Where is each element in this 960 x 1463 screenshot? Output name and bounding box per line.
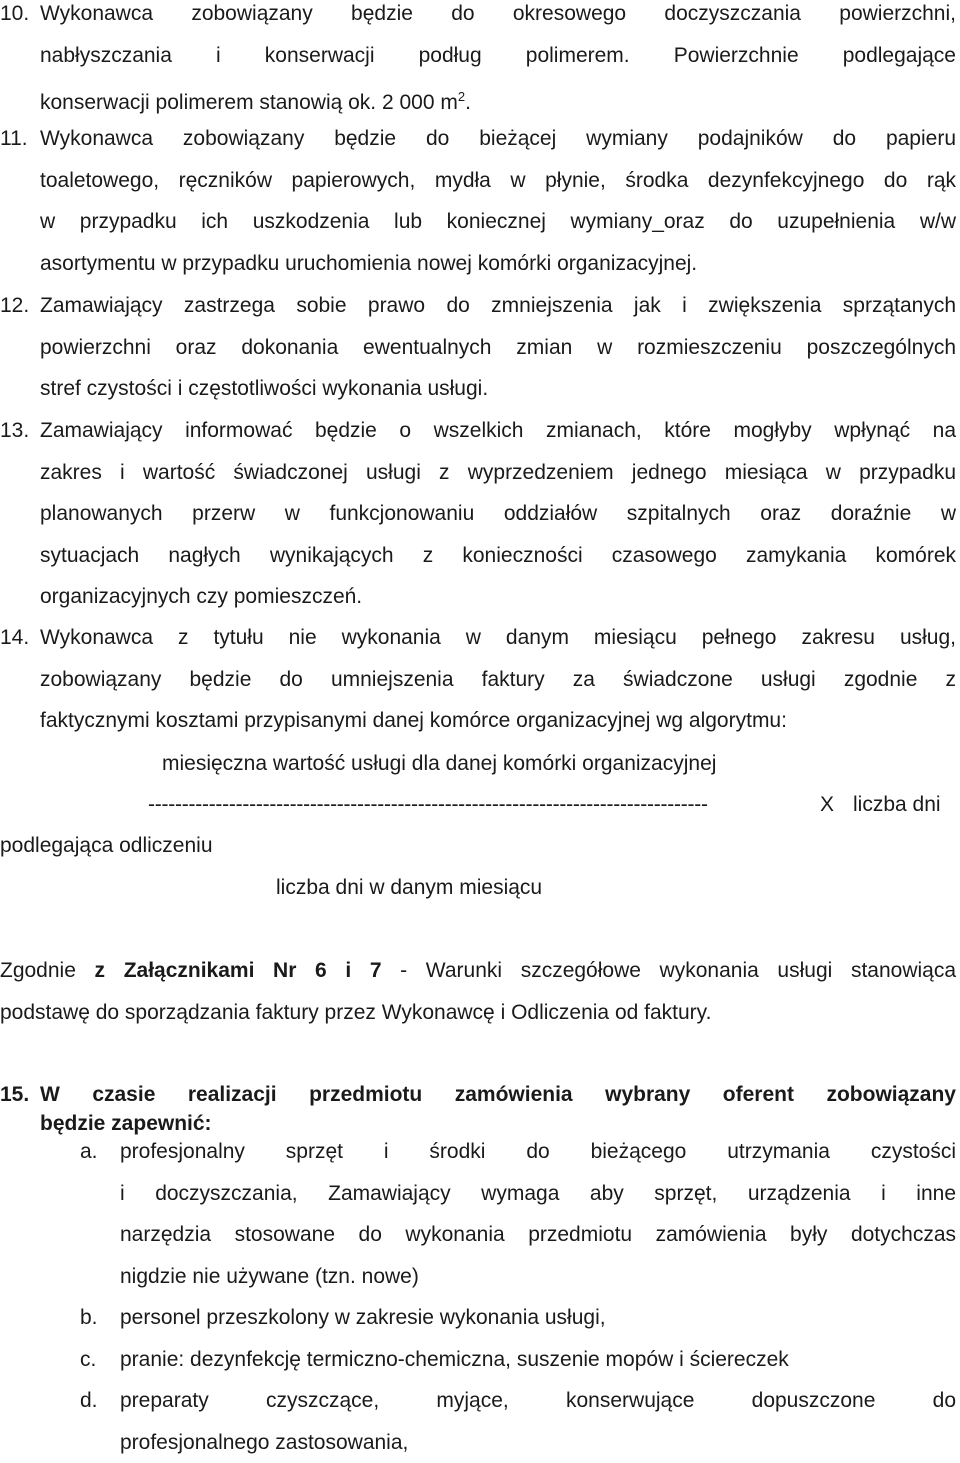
attachment-note bbox=[0, 950, 956, 1033]
superscript: 2 bbox=[457, 89, 466, 105]
text-line: w przypadku ich uszkodzenia lub koniecznej wymiany_oraz do uzupełnienia w/w bbox=[40, 210, 956, 234]
formula-multiplier: liczba dni bbox=[853, 793, 941, 816]
text-line: nigdzie nie używane (tzn. nowe) bbox=[120, 1264, 419, 1288]
text-line: W czasie realizacji przedmiotu zamówienia wybrany oferent zobowiązany bbox=[40, 1083, 956, 1106]
text-line: organizacyjnych czy pomieszczeń. bbox=[40, 585, 363, 609]
text-fragment: Zgodnie bbox=[0, 959, 95, 982]
text-line: sytuacjach nagłych wynikających z konieczności czasowego zamykania komórek bbox=[40, 543, 956, 567]
text-line bbox=[40, 76, 956, 124]
text-line: zobowiązany będzie do umniejszenia faktury za świadczone usługi zgodnie z bbox=[40, 667, 956, 691]
text-fragment: - Warunki szczegółowe wykonania usługi stanowiąca bbox=[381, 959, 957, 982]
subitem-label: d. bbox=[80, 1389, 98, 1412]
text-line: personel przeszkolony w zakresie wykonania usługi, bbox=[120, 1306, 606, 1329]
heading-line-2: będzie zapewnić: bbox=[40, 1112, 212, 1135]
bold-reference: z Załącznikami Nr 6 i 7 bbox=[94, 959, 382, 982]
text-line: i doczyszczania, Zamawiający wymaga aby sprzęt, urządzenia i inne bbox=[120, 1181, 956, 1205]
text-line: Wykonawca zobowiązany będzie do okresowego doczyszczania powierzchni, bbox=[40, 2, 956, 25]
item-number: 10. bbox=[0, 2, 30, 25]
item-number: 13. bbox=[0, 419, 30, 442]
formula-times-sign: X bbox=[820, 793, 835, 816]
text-line: toaletowego, ręczników papierowych, mydła w płynie, środka dezynfekcyjnego do rąk bbox=[40, 168, 956, 192]
item-number: 15. bbox=[0, 1083, 30, 1106]
formula-multiplier-continued: podlegająca odliczeniu bbox=[0, 834, 213, 857]
item-text bbox=[40, 285, 956, 410]
text-line: zakres i wartość świadczonej usługi z wyprzedzeniem jednego miesiąca w przypadku bbox=[40, 460, 956, 484]
text-line: pranie: dezynfekcję termiczno-chemiczna, suszenie mopów i ściereczek bbox=[120, 1348, 789, 1371]
text-line bbox=[0, 950, 956, 992]
text-line: preparaty czyszczące, myjące, konserwujące dopuszczone do bbox=[120, 1389, 956, 1412]
text-line: stref czystości i częstotliwości wykonania usługi. bbox=[40, 377, 489, 401]
subitem-label: c. bbox=[80, 1348, 97, 1371]
subitem-label: a. bbox=[80, 1140, 98, 1163]
item-number: 14. bbox=[0, 626, 30, 649]
subitem-text bbox=[120, 1131, 956, 1297]
item-number: 12. bbox=[0, 294, 30, 317]
text-line: narzędzia stosowane do wykonania przedmiotu zamówienia były dotychczas bbox=[120, 1223, 956, 1247]
text-line: podstawę do sporządzania faktury przez Wykonawcę i Odliczenia od faktury. bbox=[0, 1000, 712, 1024]
text-line: profesjonalny sprzęt i środki do bieżącego utrzymania czystości bbox=[120, 1140, 956, 1163]
item-text bbox=[40, 617, 956, 742]
text-line: planowanych przerw w funkcjonowaniu oddziałów szpitalnych oraz doraźnie w bbox=[40, 502, 956, 526]
item-text bbox=[40, 118, 956, 284]
text-line: nabłyszczania i konserwacji podług polimerem. Powierzchnie podlegające bbox=[40, 43, 956, 67]
item-number: 11. bbox=[0, 127, 28, 150]
formula-numerator: miesięczna wartość usługi dla danej komórki organizacyjnej bbox=[162, 752, 717, 775]
formula-denominator: liczba dni w danym miesiącu bbox=[276, 876, 543, 899]
text-fragment: . bbox=[465, 91, 471, 115]
text-line: Zamawiający zastrzega sobie prawo do zmniejszenia jak i zwiększenia sprzątanych bbox=[40, 294, 956, 317]
text-line: powierzchni oraz dokonania ewentualnych zmian w rozmieszczeniu poszczególnych bbox=[40, 335, 956, 359]
subitem-text bbox=[120, 1297, 956, 1339]
text-line: Wykonawca z tytułu nie wykonania w danym miesiącu pełnego zakresu usług, bbox=[40, 626, 956, 649]
item-text bbox=[40, 0, 956, 124]
subitem-label: b. bbox=[80, 1306, 98, 1329]
text-line: Zamawiający informować będzie o wszelkich zmianach, które mogłyby wpłynąć na bbox=[40, 419, 956, 442]
text-line: Wykonawca zobowiązany będzie do bieżącej wymiany podajników do papieru bbox=[40, 127, 956, 150]
subitem-text bbox=[120, 1380, 956, 1463]
text-line: profesjonalnego zastosowania, bbox=[120, 1430, 409, 1454]
text-line: asortymentu w przypadku uruchomienia nowej komórki organizacyjnej. bbox=[40, 251, 698, 275]
text-fragment: konserwacji polimerem stanowią ok. 2 000 m bbox=[40, 91, 458, 115]
subitem-text bbox=[120, 1339, 956, 1381]
text-line: faktycznymi kosztami przypisanymi danej komórce organizacyjnej wg algorytmu: bbox=[40, 709, 787, 733]
item-text bbox=[40, 410, 956, 618]
formula-fraction-bar: ----------------------------------------------------------------------------------- bbox=[148, 793, 708, 816]
